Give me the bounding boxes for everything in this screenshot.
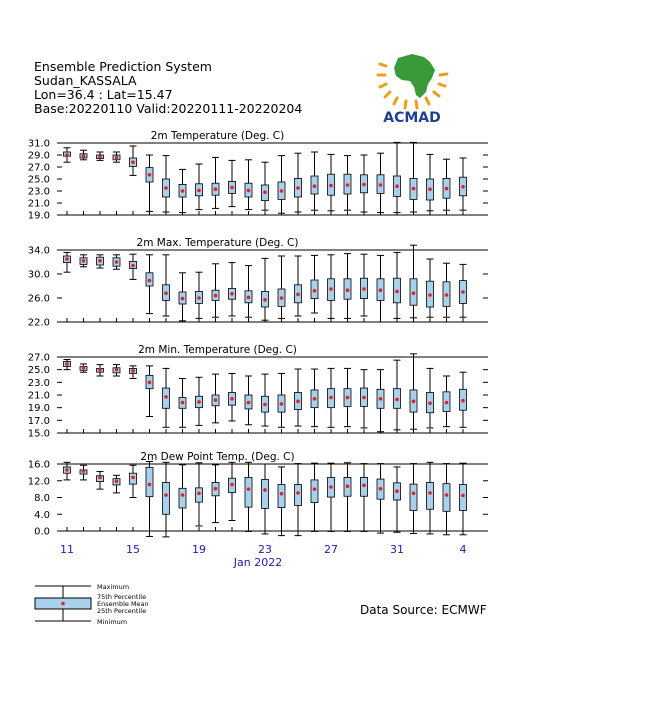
mean-dot [379, 288, 383, 292]
y-tick-label: 4.0 [34, 509, 50, 521]
mean-dot [379, 487, 383, 491]
y-tick-label: 25.0 [27, 174, 50, 186]
mean-dot [346, 183, 350, 187]
mean-dot [412, 400, 416, 404]
mean-dot [115, 156, 119, 160]
iqr-box [443, 484, 450, 512]
mean-dot [412, 187, 416, 191]
mean-dot [197, 400, 201, 404]
mean-dot [247, 189, 251, 193]
mean-dot [263, 403, 267, 407]
iqr-box [410, 484, 417, 510]
mean-dot [65, 468, 69, 472]
mean-dot [346, 484, 350, 488]
panel-3 [28, 344, 488, 440]
mean-dot [131, 476, 135, 480]
panel-title: 2m Min. Temperature (Deg. C) [138, 344, 297, 356]
y-tick-label: 19.0 [27, 210, 50, 222]
mean-dot [296, 186, 300, 190]
y-tick-label: 23.0 [27, 186, 50, 198]
x-tick-label: 11 [60, 543, 74, 556]
mean-dot [362, 484, 366, 488]
mean-dot [379, 183, 383, 187]
y-tick-label: 19.0 [27, 403, 50, 415]
y-tick-label: 29.0 [27, 150, 50, 162]
mean-dot [230, 483, 234, 487]
y-tick-label: 21.0 [27, 198, 50, 210]
y-tick-label: 25.0 [27, 365, 50, 377]
mean-dot [82, 366, 86, 370]
mean-dot [362, 287, 366, 291]
mean-dot [115, 479, 119, 483]
panel-title: 2m Temperature (Deg. C) [150, 130, 285, 142]
mean-dot [362, 183, 366, 187]
y-tick-label: 22.0 [27, 317, 50, 329]
iqr-box [179, 488, 186, 508]
y-tick-label: 21.0 [27, 390, 50, 402]
x-tick-label: 27 [324, 543, 338, 556]
y-tick-label: 23.0 [27, 377, 50, 389]
iqr-box [262, 479, 269, 508]
mean-dot [197, 492, 201, 496]
mean-dot [181, 401, 185, 405]
iqr-box [146, 467, 153, 496]
panel-title: 2m Dew Point Temp. (Deg. C) [140, 451, 295, 463]
mean-dot [296, 293, 300, 297]
mean-dot [98, 368, 102, 372]
y-tick-label: 30.0 [27, 269, 50, 281]
mean-dot [164, 186, 168, 190]
mean-dot [131, 160, 135, 164]
mean-dot [329, 287, 333, 291]
legend-minimum: Minimum [97, 618, 128, 626]
mean-dot [263, 190, 267, 194]
mean-dot [313, 487, 317, 491]
mean-dot [197, 296, 201, 300]
legend [0, 575, 220, 635]
mean-dot [428, 401, 432, 405]
mean-dot [164, 493, 168, 497]
mean-dot [412, 492, 416, 496]
legend-p75: 75th Percentile [97, 593, 147, 601]
y-tick-label: 27.0 [27, 162, 50, 174]
mean-dot [379, 397, 383, 401]
panel-4 [28, 451, 488, 538]
mean-dot [181, 297, 185, 301]
mean-dot [131, 369, 135, 373]
mean-dot [461, 185, 465, 189]
y-tick-label: 12.0 [27, 476, 50, 488]
mean-dot [346, 288, 350, 292]
x-axis-label: Jan 2022 [233, 556, 283, 569]
mean-dot [148, 381, 152, 385]
mean-dot [263, 298, 267, 302]
panel-title: 2m Max. Temperature (Deg. C) [136, 237, 299, 249]
mean-dot [164, 291, 168, 295]
y-tick-label: 15.0 [27, 428, 50, 440]
mean-dot [395, 489, 399, 493]
mean-dot [428, 293, 432, 297]
legend-p25: 25th Percentile [97, 607, 147, 615]
mean-dot [230, 186, 234, 190]
mean-dot [148, 279, 152, 283]
mean-dot [230, 397, 234, 401]
x-tick-label: 23 [258, 543, 272, 556]
mean-dot [115, 260, 119, 264]
mean-dot [247, 401, 251, 405]
legend-mean: Ensemble Mean [97, 600, 149, 608]
legend-maximum: Maximum [97, 583, 130, 591]
header-coordinates: Lon=36.4 : Lat=15.47 [34, 87, 173, 102]
mean-dot [98, 155, 102, 159]
header-base-valid: Base:20220110 Valid:20220111-20220204 [34, 101, 303, 116]
y-tick-label: 27.0 [27, 352, 50, 364]
mean-dot [98, 476, 102, 480]
mean-dot [461, 494, 465, 498]
y-tick-label: 0.0 [34, 526, 50, 538]
mean-dot [181, 189, 185, 193]
mean-dot [346, 396, 350, 400]
mean-dot [214, 294, 218, 298]
header-title: Ensemble Prediction System [34, 59, 212, 74]
iqr-box [163, 482, 170, 514]
mean-dot [296, 400, 300, 404]
x-tick-label: 4 [459, 543, 467, 556]
mean-dot [395, 398, 399, 402]
mean-dot [362, 396, 366, 400]
mean-dot [82, 154, 86, 158]
panel-1 [28, 130, 488, 222]
mean-dot [247, 296, 251, 300]
mean-dot [280, 492, 284, 496]
mean-dot [131, 264, 135, 268]
mean-dot [247, 487, 251, 491]
mean-dot [461, 290, 465, 294]
mean-dot [214, 398, 218, 402]
mean-dot [214, 187, 218, 191]
iqr-box [311, 480, 318, 503]
mean-dot [214, 487, 218, 491]
mean-dot [181, 493, 185, 497]
mean-dot [197, 189, 201, 193]
legend-mean-dot [61, 602, 65, 606]
mean-dot [65, 362, 69, 366]
mean-dot [82, 469, 86, 473]
data-source: Data Source: ECMWF [360, 603, 487, 617]
logo-text: ACMAD [383, 110, 441, 126]
y-tick-label: 16.0 [27, 459, 50, 471]
mean-dot [280, 296, 284, 300]
mean-dot [428, 187, 432, 191]
mean-dot [296, 491, 300, 495]
mean-dot [230, 292, 234, 296]
mean-dot [82, 259, 86, 263]
mean-dot [329, 184, 333, 188]
mean-dot [280, 402, 284, 406]
mean-dot [329, 485, 333, 489]
iqr-box [245, 477, 252, 507]
mean-dot [395, 290, 399, 294]
x-tick-label: 15 [126, 543, 140, 556]
mean-dot [428, 491, 432, 495]
mean-dot [445, 187, 449, 191]
mean-dot [313, 289, 317, 293]
y-tick-label: 31.0 [27, 138, 50, 150]
iqr-box [295, 485, 302, 506]
mean-dot [280, 189, 284, 193]
iqr-box [427, 482, 434, 509]
panel-2 [28, 237, 488, 329]
mean-dot [445, 293, 449, 297]
mean-dot [329, 396, 333, 400]
y-tick-label: 34.0 [27, 245, 50, 257]
mean-dot [313, 397, 317, 401]
mean-dot [445, 493, 449, 497]
mean-dot [164, 395, 168, 399]
y-tick-label: 17.0 [27, 415, 50, 427]
mean-dot [98, 259, 102, 263]
mean-dot [313, 184, 317, 188]
header-location: Sudan_KASSALA [34, 73, 137, 88]
mean-dot [412, 291, 416, 295]
mean-dot [148, 173, 152, 177]
mean-dot [445, 401, 449, 405]
y-tick-label: 26.0 [27, 293, 50, 305]
iqr-box [278, 485, 285, 508]
mean-dot [263, 488, 267, 492]
mean-dot [461, 399, 465, 403]
x-tick-label: 31 [390, 543, 404, 556]
y-tick-label: 8.0 [34, 493, 50, 504]
mean-dot [115, 368, 119, 372]
iqr-box [460, 485, 467, 511]
mean-dot [65, 257, 69, 261]
x-tick-label: 19 [192, 543, 206, 556]
mean-dot [65, 153, 69, 157]
mean-dot [148, 483, 152, 487]
mean-dot [395, 184, 399, 188]
